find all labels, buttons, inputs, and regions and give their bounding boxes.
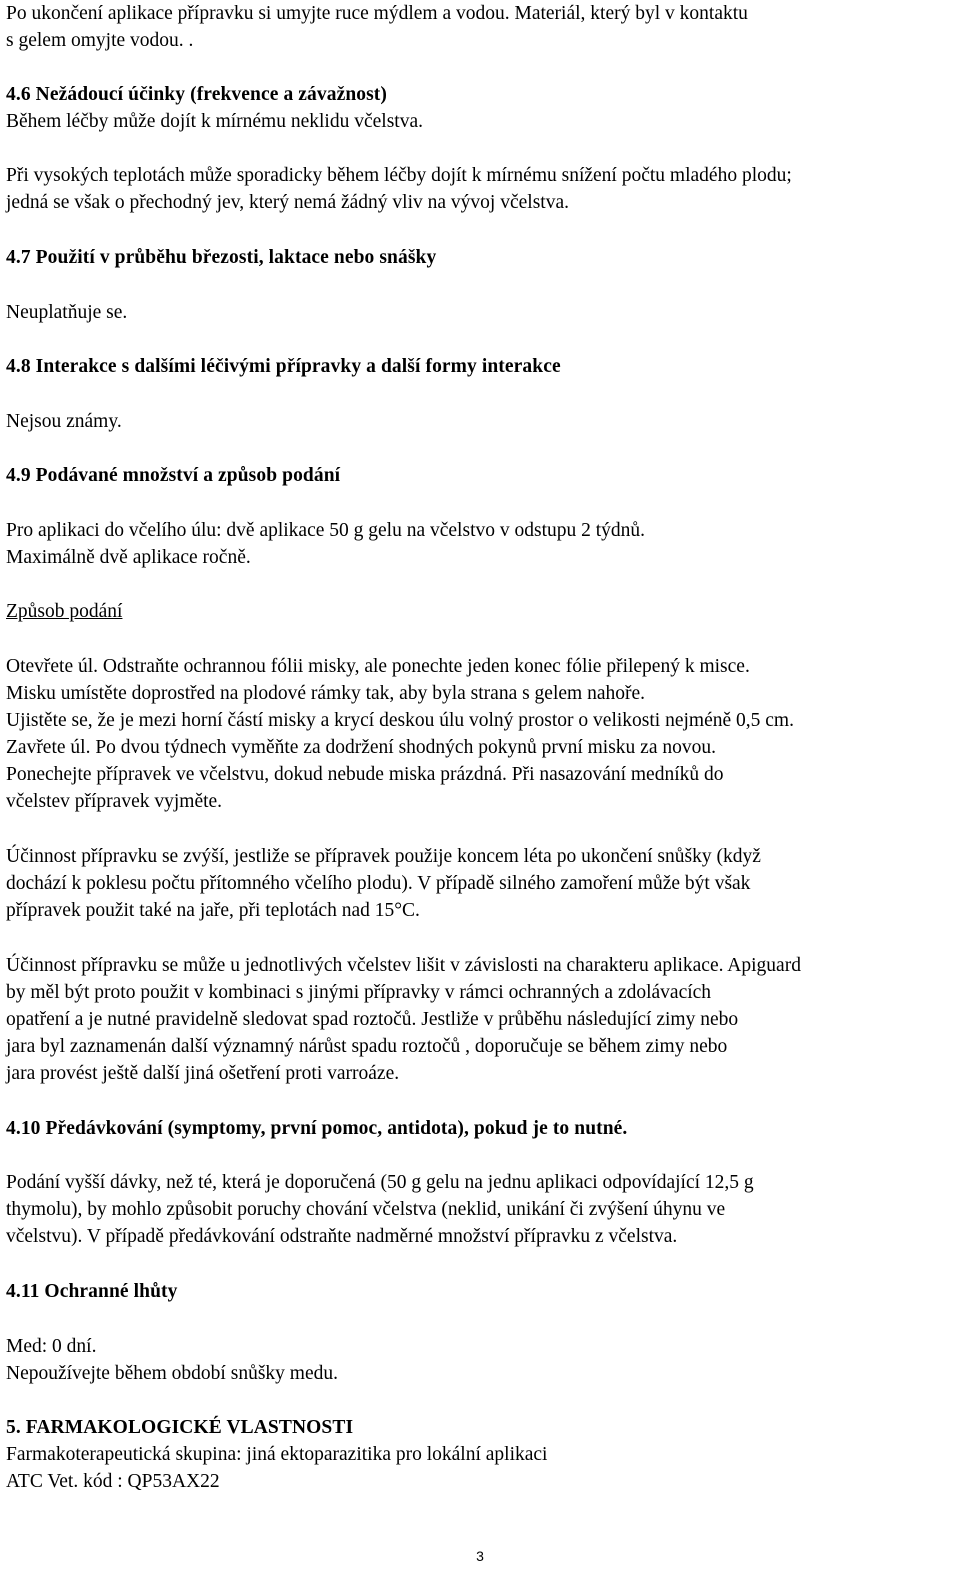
text-line: Ponechejte přípravek ve včelstvu, dokud nebude miska prázdná. Při nasazování medníků do <box>6 764 724 785</box>
section-4-6-heading: 4.6 Nežádoucí účinky (frekvence a závažnost) <box>6 84 387 105</box>
section-4-7-heading: 4.7 Použití v průběhu březosti, laktace nebo snášky <box>6 247 437 268</box>
text-line: Podání vyšší dávky, než té, která je doporučená (50 g gelu na jednu aplikaci odpovídající 12,5 g <box>6 1172 754 1193</box>
section-4-8-text: Nejsou známy. <box>6 411 122 432</box>
section-4-9-heading: 4.9 Podávané množství a způsob podání <box>6 465 341 486</box>
section-4-11-honey: Med: 0 dní. <box>6 1336 97 1357</box>
section-4-7-text: Neuplatňuje se. <box>6 302 128 323</box>
text-line: s gelem omyjte vodou. . <box>6 30 194 51</box>
section-5-group: Farmakoterapeutická skupina: jiná ektoparazitika pro lokální aplikaci <box>6 1444 548 1465</box>
section-5-heading: 5. FARMAKOLOGICKÉ VLASTNOSTI <box>6 1417 354 1438</box>
text-line: Ujistěte se, že je mezi horní částí misky a krycí deskou úlu volný prostor o velikosti nejméně 0,5 cm. <box>6 710 794 731</box>
section-4-9-instructions-2 <box>6 707 960 815</box>
intro-paragraph <box>6 0 960 54</box>
section-4-6-paragraph-1: Během léčby může dojít k mírnému neklidu včelstva. <box>6 111 423 132</box>
text-line: by měl být proto použit v kombinaci s jinými přípravky v rámci ochranných a zdolávacích <box>6 982 712 1003</box>
text-line: Účinnost přípravku se může u jednotlivých včelstev lišit v závislosti na charakteru aplikace. Apiguard <box>6 955 801 976</box>
text-line: Účinnost přípravku se zvýší, jestliže se přípravek použije koncem léta po ukončení snůšky (když <box>6 846 761 867</box>
page-number: 3 <box>476 1548 484 1564</box>
section-4-9-instructions-1 <box>6 653 960 707</box>
section-4-9-efficacy-1 <box>6 843 960 924</box>
text-line: Misku umístěte doprostřed na plodové rámky tak, aby byla strana s gelem nahoře. <box>6 683 646 704</box>
section-4-11-note: Nepoužívejte během období snůšky medu. <box>6 1363 338 1384</box>
section-4-6-paragraph-2 <box>6 162 960 216</box>
section-4-9-dosage: Pro aplikaci do včelího úlu: dvě aplikace 50 g gelu na včelstvo v odstupu 2 týdnů. <box>6 520 646 541</box>
text-line: včelstvu). V případě předávkování odstraňte nadměrné množství přípravku z včelstva. <box>6 1226 678 1247</box>
section-4-8-heading: 4.8 Interakce s dalšími léčivými přípravky a další formy interakce <box>6 356 561 377</box>
administration-subheading: Způsob podání <box>6 601 123 622</box>
section-5-atc-code: ATC Vet. kód : QP53AX22 <box>6 1471 220 1492</box>
text-line: Zavřete úl. Po dvou týdnech vyměňte za dodržení shodných pokynů první misku za novou. <box>6 737 716 758</box>
section-4-9-efficacy-2 <box>6 952 960 1087</box>
text-line: jedná se však o přechodný jev, který nemá žádný vliv na vývoj včelstva. <box>6 192 569 213</box>
section-4-9-max: Maximálně dvě aplikace ročně. <box>6 547 251 568</box>
text-line: Otevřete úl. Odstraňte ochrannou fólii misky, ale ponechte jeden konec fólie přilepený k misce. <box>6 656 750 677</box>
text-line: thymolu), by mohlo způsobit poruchy chování včelstva (neklid, unikání či zvýšení úhynu ve <box>6 1199 726 1220</box>
text-line: jara provést ještě další jiná ošetření proti varroáze. <box>6 1063 400 1084</box>
text-line: přípravek použit také na jaře, při teplotách nad 15°C. <box>6 900 420 921</box>
text-line: Při vysokých teplotách může sporadicky během léčby dojít k mírnému snížení počtu mladého plodu; <box>6 165 792 186</box>
text-line: opatření a je nutné pravidelně sledovat spad roztočů. Jestliže v průběhu následující zimy nebo <box>6 1009 739 1030</box>
text-line: Po ukončení aplikace přípravku si umyjte ruce mýdlem a vodou. Materiál, který byl v kontaktu <box>6 3 748 24</box>
section-4-10-paragraph <box>6 1169 960 1250</box>
text-line: dochází k poklesu počtu přítomného včelího plodu). V případě silného zamoření může být však <box>6 873 751 894</box>
section-4-11-heading: 4.11 Ochranné lhůty <box>6 1281 178 1302</box>
text-line: jara byl zaznamenán další významný nárůst spadu roztočů , doporučuje se během zimy nebo <box>6 1036 728 1057</box>
text-line: včelstev přípravek vyjměte. <box>6 791 223 812</box>
section-4-10-heading: 4.10 Předávkování (symptomy, první pomoc, antidota), pokud je to nutné. <box>6 1118 628 1139</box>
